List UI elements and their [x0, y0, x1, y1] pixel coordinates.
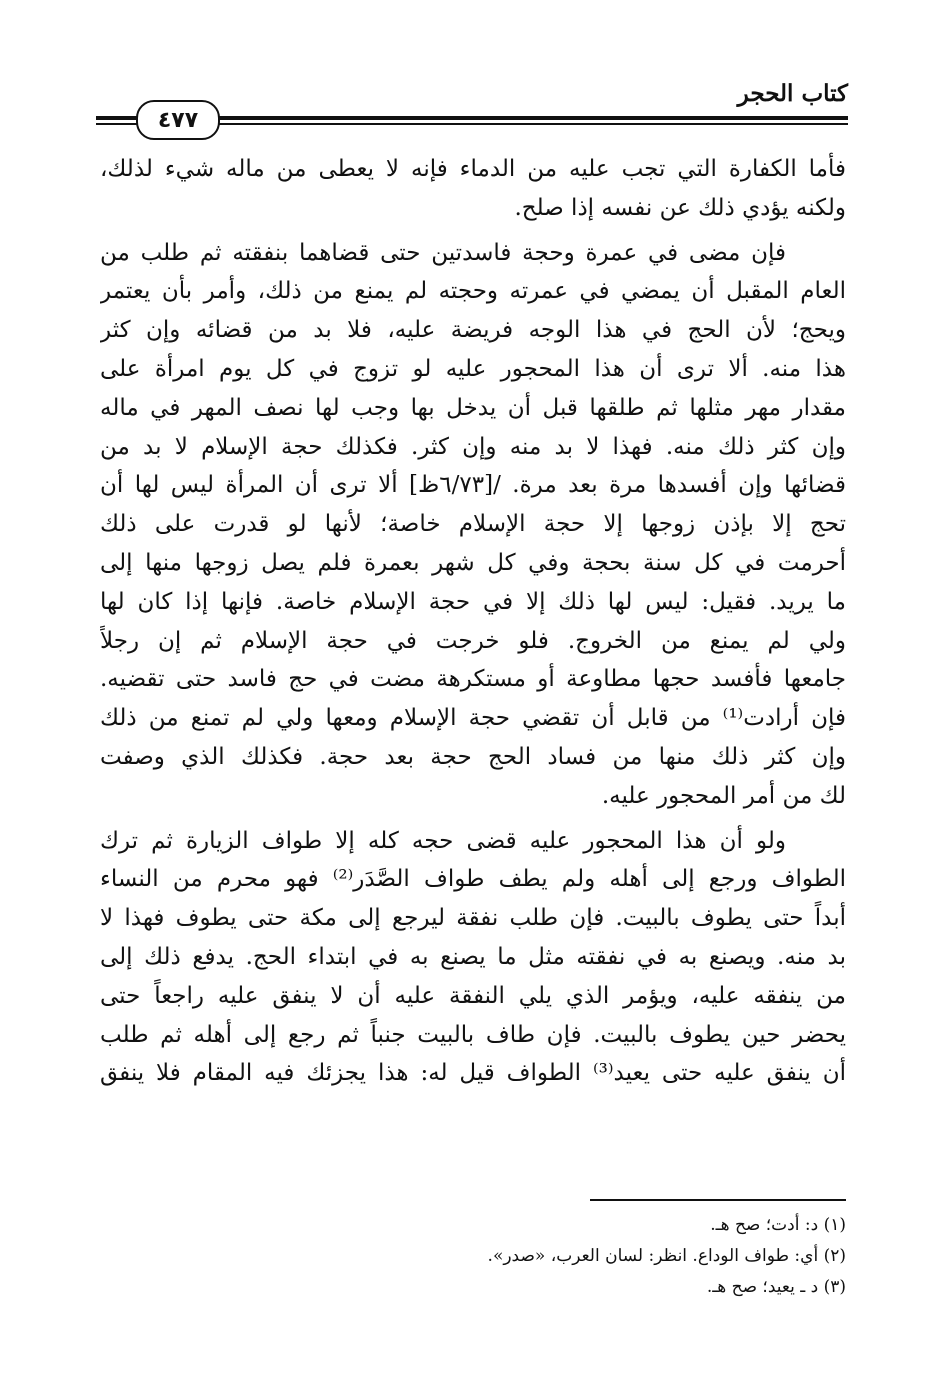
text-line: جامعها فأفسد حجها مطاوعة أو مستكرهة مضت في حج فاسد حتى تقضيه. [100, 666, 846, 693]
text-line: أحرمت في كل سنة بحجة وفي كل شهر بعمرة فلم يصل زوجها منها إلى [100, 549, 846, 576]
footnote: (٣) د ـ يعيد؛ صح هـ. [706, 1277, 846, 1297]
text-line: ولكنه يؤدي ذلك عن نفسه إذا صلح. [514, 194, 846, 221]
text-line: وإن كثر ذلك منه. فهذا لا بد منه وإن كثر. فكذلك حجة الإسلام لا بد من [100, 433, 846, 460]
book-title: كتاب الحجر [737, 80, 848, 107]
footnote-separator [590, 1199, 846, 1201]
page-header [96, 70, 848, 133]
text-line: بد منه. ويصنع به في نفقته مثل ما يصنع به في ابتداء الحج. يدفع ذلك إلى [100, 943, 846, 970]
text-line: ما يريد. فقيل: ليس لها ذلك إلا في حجة الإسلام خاصة. فإنها إذا كان لها [100, 588, 846, 615]
text-line: يحضر حين يطوف بالبيت. فإن طاف بالبيت جنباً ثم رجع إلى أهله ثم طلب [100, 1021, 846, 1048]
text-line: ولي لم يمنع من الخروج. فلو خرجت في حجة الإسلام ثم إن رجلاً [100, 627, 846, 654]
text-line: ويحج؛ لأن الحج في هذا الوجه فريضة عليه، فلا بد من قضائه وإن كثر [100, 317, 846, 344]
text-line: فأما الكفارة التي تجب عليه من الدماء فإنه لا يعطى من ماله شيء لذلك، [100, 156, 846, 182]
text-line: قضائها وإن أفسدها مرة بعد مرة. /[٦/٧٣ظ] ألا ترى أن المرأة ليس لها أن [100, 472, 846, 499]
text-line: تحج إلا بإذن زوجها إلا حجة الإسلام خاصة؛ لأنها لو قدرت على ذلك [100, 511, 846, 538]
text-line: لك من أمر المحجور عليه. [601, 782, 846, 809]
text-line: ولو أن هذا المحجور عليه قضى حجه كله إلا طواف الزيارة ثم ترك [100, 827, 786, 854]
text-line: أبداً حتى يطوف بالبيت. فإن طلب نفقة ليرجع إلى مكة حتى يطوف فهذا لا [100, 905, 846, 932]
text-line: من ينفقه عليه، ويؤمر الذي يلي النفقة عليه أن لا ينفق عليه راجعاً حتى [100, 982, 846, 1009]
text-line: أن ينفق عليه حتى يعيد⁽³⁾ الطواف قيل له: هذا يجزئك فيه المقام فلا ينفق [100, 1060, 846, 1087]
text-line: مقدار مهر مثلها ثم طلقها قبل أن يدخل بها وجب لها نصف المهر في ماله [100, 394, 846, 421]
footnote: (١) د: أدت؛ صح هـ. [710, 1215, 846, 1235]
text-line: وإن كثر ذلك منها من فساد الحج حجة بعد حجة. فكذلك الذي وصفت [100, 743, 846, 770]
text-line: فإن مضى في عمرة وحجة فاسدتين حتى قضاهما بنفقته ثم طلب من [100, 239, 786, 266]
page-number-badge: ٤٧٧ [136, 100, 220, 140]
text-line: فإن أرادت⁽¹⁾ من قابل أن تقضي حجة الإسلام ومعها ولي لم تمنع من ذلك [100, 705, 846, 732]
footnotes [146, 1210, 846, 1303]
footnote: (٢) أي: طواف الوداع. انظر: لسان العرب، «صدر». [487, 1246, 846, 1266]
body-text [100, 150, 846, 1093]
text-line: العام المقبل أن يمضي في عمرته وحجته لم يمنع من ذلك، وأمر بأن يعتمر [100, 278, 846, 305]
text-line: الطواف ورجع إلى أهله ولم يطف طواف الصَّدَر⁽²⁾ فهو محرم من النساء [100, 866, 846, 893]
text-line: هذا منه. ألا ترى أن هذا المحجور عليه لو تزوج في كل يوم امرأة على [100, 355, 846, 382]
